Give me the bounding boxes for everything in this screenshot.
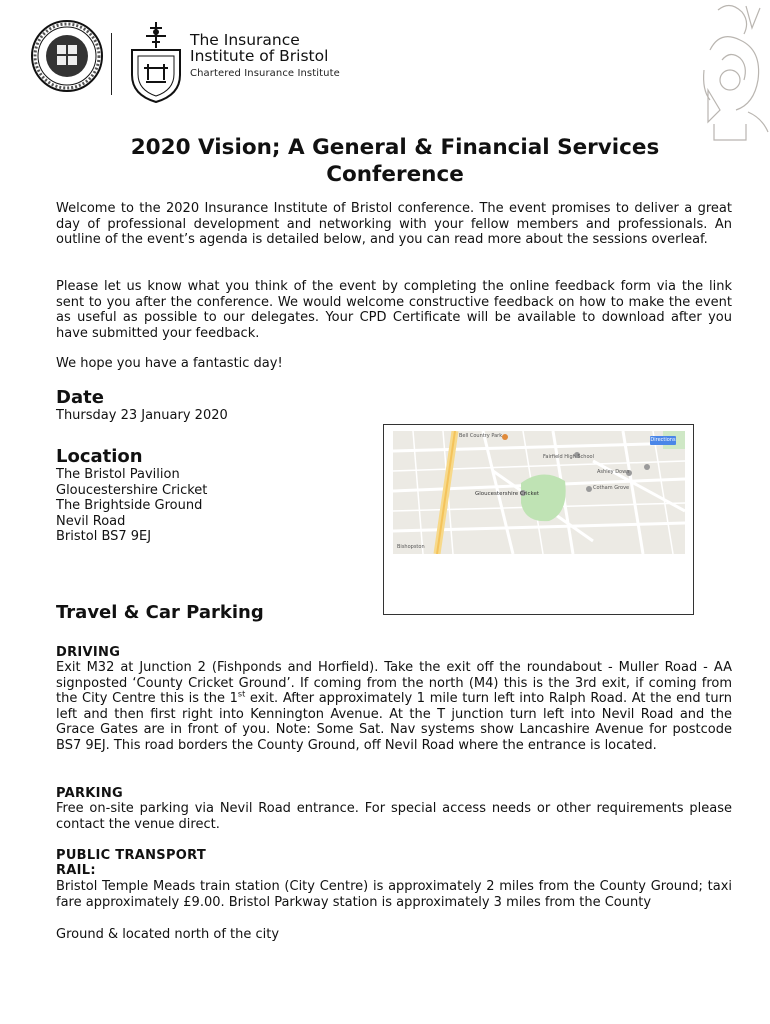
map-label: Ashley Down [597, 469, 630, 475]
map-frame [383, 424, 694, 615]
welcome-paragraph: Welcome to the 2020 Insurance Institute of Bristol conference. The event promises to deliver a great day of professional development and networking with your fellow members and professionals. An outline of the event’s agenda is detailed below, and you can read more about the sessions overleaf. [56, 201, 732, 247]
date-heading: Date [56, 387, 104, 408]
map-label: Bell Country Park [459, 433, 503, 439]
institute-name-line1: The Insurance [190, 31, 300, 49]
driving-heading: DRIVING [56, 645, 121, 660]
address-line: The Brightside Ground [56, 498, 203, 514]
date-value: Thursday 23 January 2020 [56, 408, 228, 423]
address-line: The Bristol Pavilion [56, 467, 180, 482]
driving-paragraph: Exit M32 at Junction 2 (Fishponds and Horfield). Take the exit off the roundabout - Muller Road - AA signposted ‘County Cricket Ground’. If coming from the north (M4) this is the 3rd exit, if coming from the City Centre this is the 1st exit. After approximately 1 mile turn left into Ralph Road. At the end turn left and then first right into Kennington Avenue. At the T junction turn left into Nevil Road and the Grace Gates are in front of you. Note: Some Sat. Nav systems show Lancashire Avenue for postcode BS7 9EJ. This road borders the County Ground, off Nevil Road where the entrance is located. [56, 660, 732, 753]
travel-heading: Travel & Car Parking [56, 602, 264, 623]
public-transport-heading: PUBLIC TRANSPORT [56, 848, 207, 863]
page-title: 2020 Vision; A General & Financial Services Conference [130, 135, 660, 187]
parking-paragraph: Free on-site parking via Nevil Road entrance. For special access needs or other requirements please contact the venue direct. [56, 801, 732, 832]
institute-seal-logo [30, 14, 104, 98]
map-label: Cotham Grove [593, 485, 630, 491]
rail-heading: RAIL: [56, 863, 96, 878]
decorative-line-art [700, 0, 770, 145]
rail-paragraph: Bristol Temple Meads train station (City Centre) is approximately 2 miles from the County Ground; taxi fare approximately £9.00. Bristol Parkway station is approximately 3 miles from the County [56, 879, 732, 910]
map-directions-button[interactable]: Directions [650, 437, 676, 443]
institute-name-line2: Institute of Bristol [190, 47, 329, 65]
map-label: Fairfield High School [543, 454, 594, 460]
address-line: Nevil Road [56, 513, 126, 529]
location-map[interactable] [393, 431, 685, 554]
feedback-paragraph: Please let us know what you think of the event by completing the online feedback form via the link sent to you after the conference. We would welcome constructive feedback on how to make the event as useful as possible to our delegates. Your CPD Certificate will be available to download after you have submitted your feedback. [56, 279, 732, 341]
rail-paragraph-continued: Ground & located north of the city [56, 927, 280, 942]
location-heading: Location [56, 446, 143, 467]
parking-heading: PARKING [56, 786, 123, 801]
cii-subtitle: Chartered Insurance Institute [190, 68, 340, 79]
address-line: Bristol BS7 9EJ [56, 529, 152, 545]
map-label: Bishopston [397, 544, 425, 550]
location-address [56, 467, 207, 545]
address-line: Gloucestershire Cricket [56, 482, 208, 498]
closing-paragraph: We hope you have a fantastic day! [56, 356, 283, 371]
map-label-ground: Gloucestershire Cricket [475, 491, 540, 497]
header-divider [111, 33, 112, 95]
bristol-crest-logo [124, 20, 188, 104]
